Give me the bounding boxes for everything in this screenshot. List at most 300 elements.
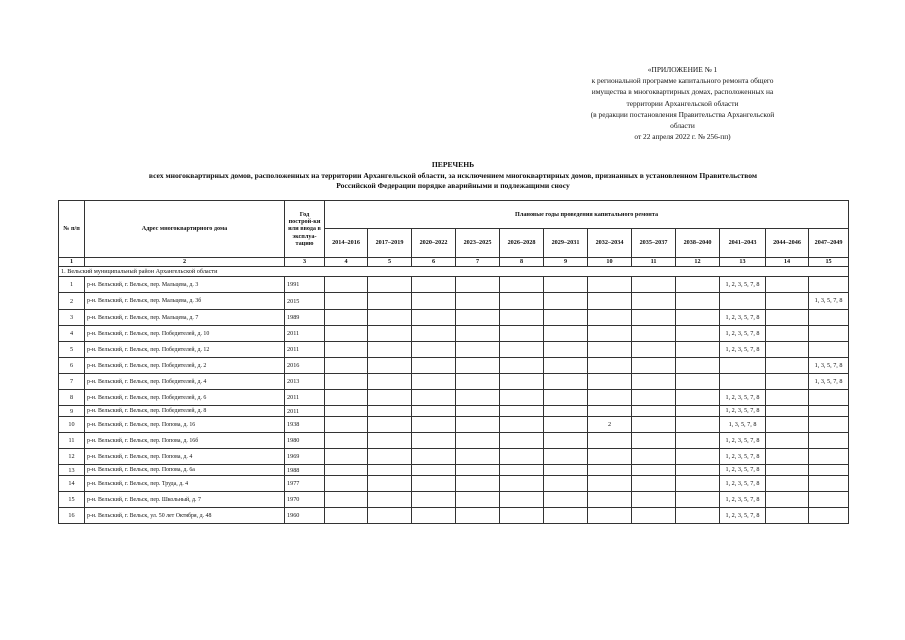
row-number: 8 (59, 390, 85, 406)
header-column-number: 10 (588, 258, 632, 267)
row-address: р-н. Вельский, г. Вельск, пер. Попова, д. 6а (85, 465, 285, 476)
row-work-types (368, 417, 412, 433)
table-row (59, 476, 849, 492)
row-work-types (676, 374, 720, 390)
row-work-types (766, 433, 809, 449)
row-work-types (544, 277, 588, 293)
row-work-types (809, 277, 849, 293)
row-work-types (500, 390, 544, 406)
row-work-types (368, 476, 412, 492)
row-work-types (500, 358, 544, 374)
row-work-types (809, 406, 849, 417)
row-work-types (632, 476, 676, 492)
row-work-types (544, 476, 588, 492)
header-column-number: 7 (456, 258, 500, 267)
row-work-types (368, 449, 412, 465)
row-work-types (766, 277, 809, 293)
row-work-types (676, 293, 720, 310)
row-work-types: 1, 2, 3, 5, 7, 8 (720, 449, 766, 465)
row-address: р-н. Вельский, г. Вельск, пер. Попова, д. 16 (85, 417, 285, 433)
header-address: Адрес многоквартирного дома (85, 201, 285, 258)
group-label: 1. Вельский муниципальный район Архангельской области (59, 267, 849, 277)
row-work-types (632, 465, 676, 476)
table-row (59, 465, 849, 476)
repair-plan-table (58, 200, 849, 524)
header-period: 2023–2025 (456, 229, 500, 258)
row-work-types: 1, 2, 3, 5, 7, 8 (720, 492, 766, 508)
row-work-types (456, 492, 500, 508)
row-work-types (368, 492, 412, 508)
table-row (59, 390, 849, 406)
row-work-types (412, 465, 456, 476)
row-work-types: 1, 2, 3, 5, 7, 8 (720, 476, 766, 492)
row-work-types: 1, 2, 3, 5, 7, 8 (720, 277, 766, 293)
row-work-types (368, 277, 412, 293)
row-work-types (588, 293, 632, 310)
row-work-types (588, 310, 632, 326)
header-period: 2047–2049 (809, 229, 849, 258)
row-work-types (368, 358, 412, 374)
row-work-types (412, 449, 456, 465)
row-number: 1 (59, 277, 85, 293)
row-address: р-н. Вельский, г. Вельск, пер. Мальцева, д. 3б (85, 293, 285, 310)
row-work-types (766, 449, 809, 465)
row-work-types: 1, 3, 5, 7, 8 (809, 358, 849, 374)
row-work-types (456, 433, 500, 449)
row-work-types (368, 406, 412, 417)
row-address: р-н. Вельский, г. Вельск, пер. Мальцева, д. 3 (85, 277, 285, 293)
row-work-types (632, 449, 676, 465)
row-work-types (588, 390, 632, 406)
row-work-types (456, 465, 500, 476)
row-work-types (456, 374, 500, 390)
row-work-types (809, 433, 849, 449)
row-work-types (412, 342, 456, 358)
header-column-number: 6 (412, 258, 456, 267)
header-column-number: 3 (285, 258, 325, 267)
row-work-types (325, 293, 368, 310)
row-number: 13 (59, 465, 85, 476)
row-work-types (544, 449, 588, 465)
row-work-types (456, 406, 500, 417)
row-work-types (325, 342, 368, 358)
row-address: р-н. Вельский, г. Вельск, пер. Победителей, д. 2 (85, 358, 285, 374)
row-work-types (766, 326, 809, 342)
row-work-types (588, 492, 632, 508)
row-work-types (368, 342, 412, 358)
header-period: 2020–2022 (412, 229, 456, 258)
row-work-types (325, 476, 368, 492)
row-work-types (544, 326, 588, 342)
row-work-types (766, 417, 809, 433)
row-work-types (500, 326, 544, 342)
row-year: 2011 (285, 342, 325, 358)
row-number: 9 (59, 406, 85, 417)
row-work-types (456, 342, 500, 358)
row-work-types: 1, 2, 3, 5, 7, 8 (720, 433, 766, 449)
table-row (59, 417, 849, 433)
row-work-types (632, 406, 676, 417)
row-work-types (588, 374, 632, 390)
row-work-types (809, 310, 849, 326)
row-work-types (456, 390, 500, 406)
table-body (59, 267, 849, 524)
row-year: 1938 (285, 417, 325, 433)
row-work-types (588, 406, 632, 417)
row-work-types (325, 374, 368, 390)
row-work-types (632, 358, 676, 374)
appendix-block (560, 64, 805, 142)
row-year: 1960 (285, 508, 325, 524)
row-work-types (544, 433, 588, 449)
row-year: 1969 (285, 449, 325, 465)
row-work-types (325, 449, 368, 465)
row-address: р-н. Вельский, г. Вельск, пер. Победителей, д. 8 (85, 406, 285, 417)
row-work-types (500, 374, 544, 390)
appendix-line: имущества в многоквартирных домах, расположенных на (591, 87, 774, 97)
appendix-line: области (670, 121, 695, 131)
row-address: р-н. Вельский, г. Вельск, пер. Труда, д. 4 (85, 476, 285, 492)
row-work-types (412, 476, 456, 492)
row-number: 11 (59, 433, 85, 449)
row-work-types (544, 508, 588, 524)
row-year: 2011 (285, 326, 325, 342)
row-work-types (325, 406, 368, 417)
row-year: 2011 (285, 406, 325, 417)
header-period: 2017–2019 (368, 229, 412, 258)
title-line: Российской Федерации порядке аварийными и подлежащими сносу (336, 181, 570, 190)
row-work-types (500, 465, 544, 476)
table-row (59, 508, 849, 524)
row-work-types (632, 326, 676, 342)
row-work-types (676, 449, 720, 465)
row-work-types (632, 508, 676, 524)
row-work-types: 2 (588, 417, 632, 433)
row-work-types (809, 342, 849, 358)
row-work-types (766, 342, 809, 358)
row-work-types (412, 358, 456, 374)
row-year: 1989 (285, 310, 325, 326)
row-work-types: 1, 2, 3, 5, 7, 8 (720, 342, 766, 358)
row-work-types (809, 465, 849, 476)
row-work-types (809, 508, 849, 524)
row-work-types (500, 310, 544, 326)
row-work-types (500, 476, 544, 492)
row-work-types (766, 406, 809, 417)
row-work-types (412, 374, 456, 390)
header-period: 2035–2037 (632, 229, 676, 258)
row-work-types (325, 390, 368, 406)
row-work-types (632, 342, 676, 358)
row-work-types (766, 465, 809, 476)
title-line: всех многоквартирных домов, расположенных на территории Архангельской области, за исключением многоквартирных домов, признанных в установленном Правительством (148, 170, 758, 180)
table-row (59, 310, 849, 326)
header-year: Год построй-ки или ввода в эксплуа-тацию (285, 201, 325, 258)
row-work-types (766, 390, 809, 406)
row-work-types (632, 390, 676, 406)
row-work-types (456, 476, 500, 492)
header-period: 2029–2031 (544, 229, 588, 258)
row-work-types (325, 277, 368, 293)
row-number: 4 (59, 326, 85, 342)
row-work-types (325, 465, 368, 476)
row-work-types: 1, 2, 3, 5, 7, 8 (720, 465, 766, 476)
table-row (59, 433, 849, 449)
row-work-types (676, 277, 720, 293)
row-number: 6 (59, 358, 85, 374)
row-work-types (500, 492, 544, 508)
row-work-types (325, 508, 368, 524)
row-year: 2016 (285, 358, 325, 374)
table-row (59, 326, 849, 342)
row-work-types (676, 406, 720, 417)
header-column-number: 15 (809, 258, 849, 267)
row-work-types (676, 492, 720, 508)
row-work-types (676, 326, 720, 342)
row-work-types (588, 326, 632, 342)
row-work-types (456, 326, 500, 342)
appendix-line: от 22 апреля 2022 г. № 256-пп) (634, 132, 731, 142)
row-work-types (588, 508, 632, 524)
row-work-types (676, 508, 720, 524)
title-heading: ПЕРЕЧЕНЬ (431, 160, 475, 169)
row-work-types (325, 417, 368, 433)
appendix-line: к региональной программе капитального ремонта общего (591, 76, 774, 86)
row-work-types (500, 293, 544, 310)
header-column-number: 13 (720, 258, 766, 267)
row-work-types (766, 476, 809, 492)
row-work-types (368, 326, 412, 342)
row-work-types (456, 293, 500, 310)
appendix-line: территории Архангельской области (626, 98, 739, 108)
row-work-types (412, 293, 456, 310)
header-planned-years: Плановые годы проведения капитального ремонта (325, 201, 849, 229)
table-row (59, 358, 849, 374)
row-work-types (456, 277, 500, 293)
row-work-types (632, 374, 676, 390)
row-work-types: 1, 3, 5, 7, 8 (809, 374, 849, 390)
row-work-types (588, 358, 632, 374)
header-period: 2014–2016 (325, 229, 368, 258)
row-year: 1991 (285, 277, 325, 293)
row-work-types (766, 492, 809, 508)
header-column-number: 4 (325, 258, 368, 267)
row-work-types (588, 277, 632, 293)
row-work-types (544, 492, 588, 508)
row-address: р-н. Вельский, г. Вельск, ул. 50 лет Октября, д. 48 (85, 508, 285, 524)
header-column-number: 9 (544, 258, 588, 267)
row-work-types (766, 310, 809, 326)
row-work-types (632, 433, 676, 449)
row-work-types (500, 342, 544, 358)
row-work-types (500, 406, 544, 417)
row-work-types (676, 476, 720, 492)
row-address: р-н. Вельский, г. Вельск, пер. Попова, д. 4 (85, 449, 285, 465)
row-work-types (676, 465, 720, 476)
header-num: № п/п (59, 201, 85, 258)
row-number: 3 (59, 310, 85, 326)
appendix-line: «ПРИЛОЖЕНИЕ № 1 (647, 65, 718, 74)
row-work-types (632, 492, 676, 508)
row-work-types (544, 390, 588, 406)
row-work-types (325, 492, 368, 508)
row-work-types (456, 358, 500, 374)
row-work-types (456, 508, 500, 524)
row-work-types (676, 417, 720, 433)
row-work-types (632, 277, 676, 293)
row-number: 15 (59, 492, 85, 508)
row-work-types (632, 417, 676, 433)
row-work-types (676, 433, 720, 449)
row-work-types (368, 465, 412, 476)
header-column-number: 14 (766, 258, 809, 267)
row-year: 1980 (285, 433, 325, 449)
document-title (58, 160, 848, 192)
table-row (59, 293, 849, 310)
row-work-types: 1, 2, 3, 5, 7, 8 (720, 406, 766, 417)
row-address: р-н. Вельский, г. Вельск, пер. Победителей, д. 10 (85, 326, 285, 342)
row-work-types (809, 476, 849, 492)
row-year: 2015 (285, 293, 325, 310)
row-work-types (809, 449, 849, 465)
header-column-number: 11 (632, 258, 676, 267)
table-row (59, 342, 849, 358)
header-period: 2026–2028 (500, 229, 544, 258)
row-work-types (588, 476, 632, 492)
row-address: р-н. Вельский, г. Вельск, пер. Попова, д. 16б (85, 433, 285, 449)
row-work-types (632, 310, 676, 326)
header-period: 2041–2043 (720, 229, 766, 258)
row-work-types (544, 374, 588, 390)
row-work-types (500, 417, 544, 433)
row-number: 16 (59, 508, 85, 524)
row-work-types: 1, 2, 3, 5, 7, 8 (720, 508, 766, 524)
header-column-number: 12 (676, 258, 720, 267)
row-work-types (766, 358, 809, 374)
row-work-types (809, 326, 849, 342)
row-work-types (412, 326, 456, 342)
row-work-types (412, 277, 456, 293)
row-work-types (368, 374, 412, 390)
appendix-line: (в редакции постановления Правительства Архангельской (590, 109, 775, 119)
row-work-types (720, 293, 766, 310)
row-work-types (456, 449, 500, 465)
row-work-types (412, 508, 456, 524)
row-work-types (676, 310, 720, 326)
row-work-types (412, 406, 456, 417)
row-year: 2011 (285, 390, 325, 406)
row-work-types (809, 390, 849, 406)
row-work-types (412, 390, 456, 406)
row-number: 12 (59, 449, 85, 465)
row-work-types (368, 508, 412, 524)
row-work-types (500, 433, 544, 449)
row-address: р-н. Вельский, г. Вельск, пер. Победителей, д. 12 (85, 342, 285, 358)
row-work-types (588, 465, 632, 476)
row-year: 1977 (285, 476, 325, 492)
header-column-number: 2 (85, 258, 285, 267)
row-address: р-н. Вельский, г. Вельск, пер. Победителей, д. 6 (85, 390, 285, 406)
row-work-types (632, 293, 676, 310)
row-work-types (456, 310, 500, 326)
header-column-number: 1 (59, 258, 85, 267)
row-number: 5 (59, 342, 85, 358)
row-work-types: 1, 3, 5, 7, 8 (809, 293, 849, 310)
row-work-types (412, 310, 456, 326)
table-row (59, 374, 849, 390)
row-work-types (412, 492, 456, 508)
header-column-number: 8 (500, 258, 544, 267)
row-work-types (412, 433, 456, 449)
row-address: р-н. Вельский, г. Вельск, пер. Школьный, д. 7 (85, 492, 285, 508)
row-work-types: 1, 2, 3, 5, 7, 8 (720, 310, 766, 326)
column-numbers-row (59, 258, 849, 267)
row-year: 1970 (285, 492, 325, 508)
row-work-types (456, 417, 500, 433)
table-row (59, 277, 849, 293)
row-work-types (720, 358, 766, 374)
row-work-types (544, 465, 588, 476)
row-work-types (500, 277, 544, 293)
row-work-types (588, 342, 632, 358)
header-period: 2032–2034 (588, 229, 632, 258)
row-work-types (325, 310, 368, 326)
row-work-types (325, 358, 368, 374)
table-row (59, 406, 849, 417)
row-work-types (676, 358, 720, 374)
row-work-types (544, 417, 588, 433)
header-period: 2038–2040 (676, 229, 720, 258)
header-column-number: 5 (368, 258, 412, 267)
header-period: 2044–2046 (766, 229, 809, 258)
row-work-types: 1, 2, 3, 5, 7, 8 (720, 390, 766, 406)
row-work-types (500, 449, 544, 465)
row-work-types (368, 310, 412, 326)
row-work-types (325, 326, 368, 342)
row-work-types (544, 358, 588, 374)
table-row (59, 449, 849, 465)
row-number: 2 (59, 293, 85, 310)
row-work-types (676, 390, 720, 406)
row-work-types (766, 374, 809, 390)
row-work-types (368, 293, 412, 310)
row-work-types (544, 310, 588, 326)
row-work-types (500, 508, 544, 524)
row-work-types (809, 417, 849, 433)
row-work-types (325, 433, 368, 449)
row-work-types (412, 417, 456, 433)
row-work-types (720, 374, 766, 390)
group-row (59, 267, 849, 277)
row-work-types (766, 293, 809, 310)
row-number: 7 (59, 374, 85, 390)
row-work-types (766, 508, 809, 524)
row-work-types (544, 406, 588, 417)
row-year: 1988 (285, 465, 325, 476)
row-number: 10 (59, 417, 85, 433)
row-work-types (588, 433, 632, 449)
row-work-types: 1, 3, 5, 7, 8 (720, 417, 766, 433)
row-work-types (368, 390, 412, 406)
row-number: 14 (59, 476, 85, 492)
row-work-types (676, 342, 720, 358)
row-year: 2013 (285, 374, 325, 390)
row-address: р-н. Вельский, г. Вельск, пер. Победителей, д. 4 (85, 374, 285, 390)
table-row (59, 492, 849, 508)
row-work-types (544, 342, 588, 358)
row-work-types (588, 449, 632, 465)
row-work-types: 1, 2, 3, 5, 7, 8 (720, 326, 766, 342)
